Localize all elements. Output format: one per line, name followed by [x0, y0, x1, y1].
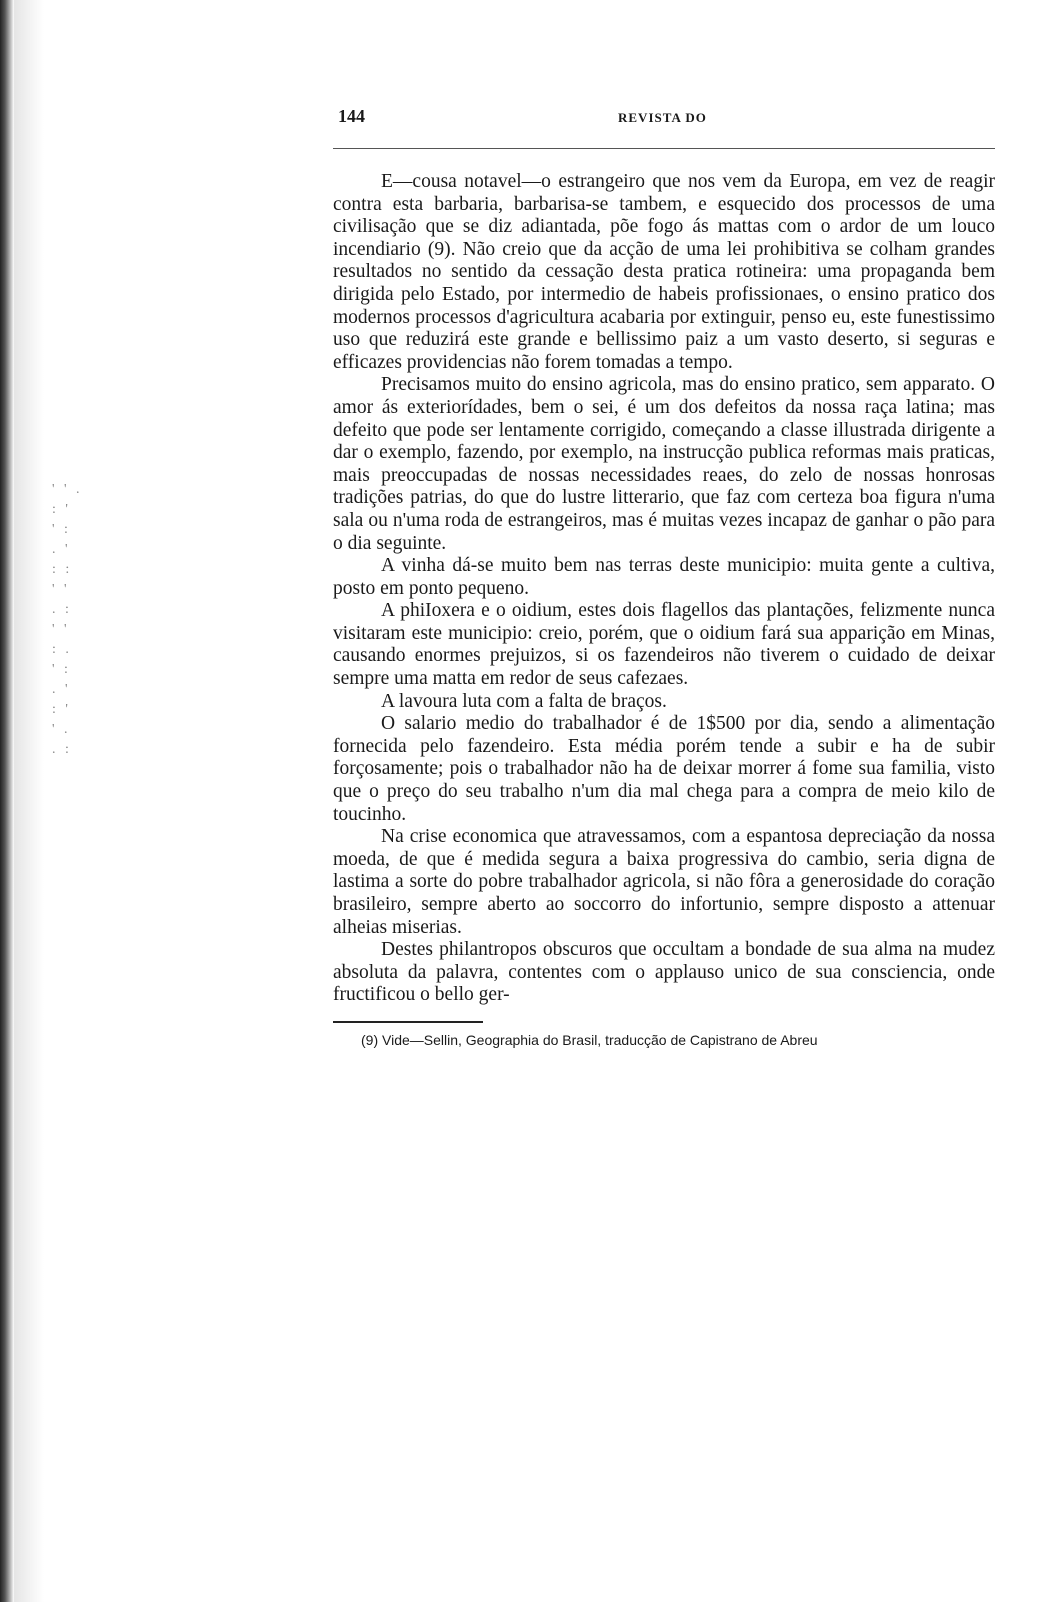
paragraph: Destes philantropos obscuros que occultam a bondade de sua alma na mudez absoluta da palavra, contentes com o applauso unico de sua consciencia, onde fructificou o bello ger- [333, 939, 995, 1006]
paragraph: Na crise economica que atravessamos, com a espantosa depreciação da nossa moeda, de que é medida segura a baixa progressiva do cambio, seria digna de lastima a sorte do pobre trabalhador agricola, si não fôra a generosidade do coração brasileiro, sempre aberto ao soccorro do infortunio, sempre disposto a attenuar alheias miserias. [333, 826, 995, 938]
book-page [333, 100, 995, 1049]
paragraph: A vinha dá-se muito bem nas terras deste municipio: muita gente a cultiva, posto em ponto pequeno. [333, 555, 995, 599]
page-number: 144 [338, 106, 365, 126]
page-binding-shadow [0, 0, 14, 1602]
header-rule [333, 148, 995, 149]
page-binding-gradient [14, 0, 44, 1602]
running-head [333, 100, 995, 130]
footnote-rule [333, 1021, 483, 1023]
paragraph: E—cousa notavel—o estrangeiro que nos vem da Europa, em vez de reagir contra esta barbaria, barbarisa-se tambem, e esquecido dos processos de uma civilisação que se diz adiantada, põe fogo ás mattas com o ardor de um louco incendiario (9). Não creio que da acção de uma lei prohibitiva se colham grandes resultados no sentido da cessação desta pratica rotineira: uma propaganda bem dirigida pelo Estado, por intermedio de habeis profissionaes, o ensino pratico dos modernos processos d'agricultura acabaria por extinguir, penso eu, este funestissimo uso que reduzirá este grande e bellissimo paiz a um vasto deserto, si seguras e efficazes providencias não forem tomadas a tempo. [333, 171, 995, 373]
body-text [333, 171, 995, 1007]
running-title: REVISTA DO [618, 110, 707, 125]
paragraph: Precisamos muito do ensino agricola, mas do ensino pratico, sem apparato. O amor ás exteriorídades, bem o sei, é um dos defeitos da nossa raça latina; mas defeito que pode ser lentamente corrigido, começando a classe illustrada dirigente a dar o exemplo, fazendo, por exemplo, na instrucção publica reformas mais praticas, mais preoccupadas de nossas necessidades reaes, do zelo de nossas honrosas tradições patrias, do que do lustre litterario, que faz com certeza boa figura n'uma sala ou n'uma roda de estrangeiros, mas é muitas vezes incapaz de ganhar o pão para o dia seguinte. [333, 374, 995, 554]
paragraph: A phiIoxera e o oidium, estes dois flagellos das plantações, felizmente nunca visitaram este municipio: creio, porém, que o oidium fará sua apparição em Minas, causando enormes prejuizos, si os fazendeiros não tiverem o cuidado de deixar sempre uma matta em redor de seus cafezaes. [333, 600, 995, 690]
paragraph: A lavoura luta com a falta de braços. [381, 690, 667, 712]
scan-speckles: ' ' . : ' ' : . ' : : ' ' . : ' ' : . ' : . ' : ' ' . . : [52, 482, 83, 757]
footnote: (9) Vide—Sellin, Geographia do Brasil, traducção de Capistrano de Abreu [361, 1031, 818, 1048]
paragraph: O salario medio do trabalhador é de 1$500 por dia, sendo a alimentação fornecida pelo fazendeiro. Esta média porém tende a subir e ha de subir forçosamente; pois o trabalhador não ha de deixar morrer á fome sua familia, visto que o preço do seu trabalho n'um dia mal chega para a compra de meio kilo de toucinho. [333, 713, 995, 825]
